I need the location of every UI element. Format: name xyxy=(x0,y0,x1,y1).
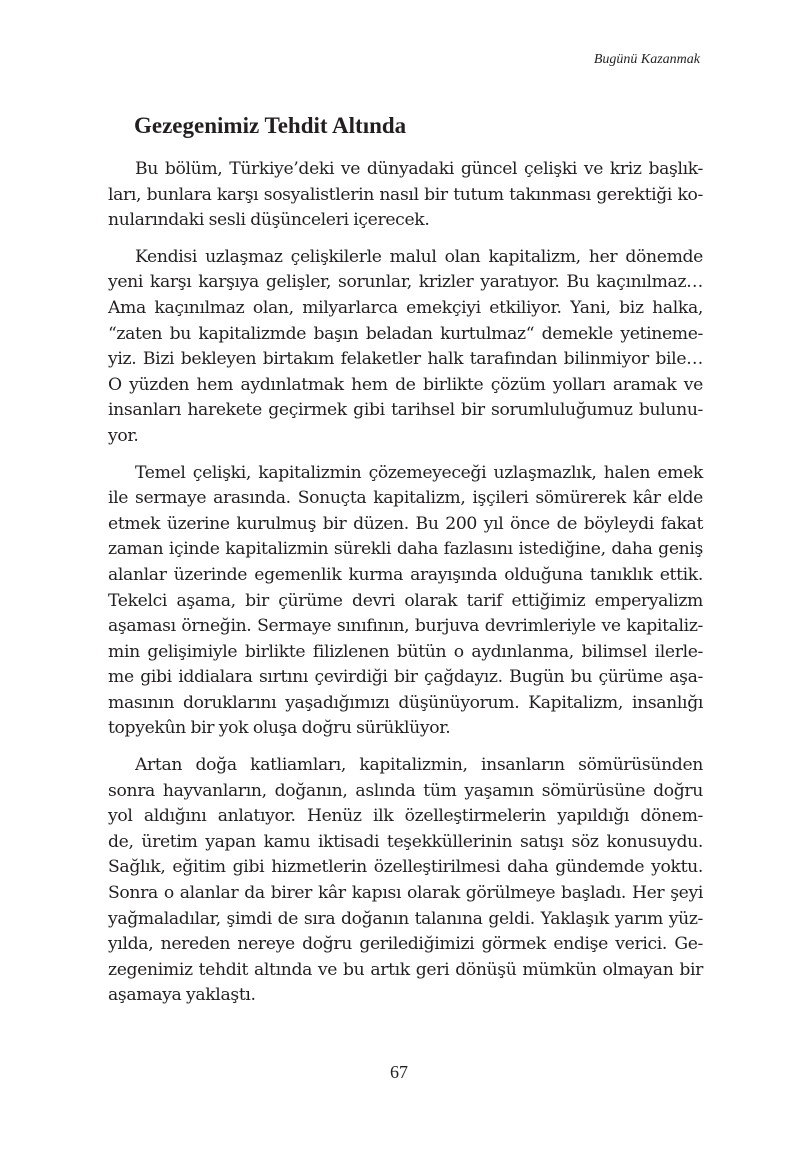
text-line: O yüzden hem aydınlatmak hem de birlikte çözüm yolları aramak ve xyxy=(108,374,703,395)
running-header: Bugünü Kazanmak xyxy=(593,52,700,67)
text-line: aşaması örneğin. Sermaye sınıfının, burjuva devrimleriyle ve kapitaliz- xyxy=(108,616,703,637)
paragraph xyxy=(108,461,703,743)
text-line: Tekelci aşama, bir çürüme devri olarak tarif ettiğimiz emperyalizm xyxy=(108,590,703,611)
text-line: Sonra o alanlar da birer kâr kapısı olarak görülmeye başladı. Her şeyi xyxy=(108,883,703,904)
text-line: etmek üzerine kurulmuş bir düzen. Bu 200 yıl önce de böyleydi fakat xyxy=(108,513,703,534)
text-line: zegenimiz tehdit altında ve bu artık geri dönüşü mümkün olmayan bir xyxy=(108,959,703,980)
text-line: Bu bölüm, Türkiye’deki ve dünyadaki güncel çelişki ve kriz başlık- xyxy=(135,159,703,179)
text-line: yeni karşı karşıya gelişler, sorunlar, krizler yaratıyor. Bu kaçınılmaz… xyxy=(108,272,703,293)
text-line: de, üretim yapan kamu iktisadi teşekküllerinin satışı söz konusuydu. xyxy=(108,831,703,852)
paragraph xyxy=(108,753,703,1009)
text-line: Temel çelişki, kapitalizmin çözemeyeceği uzlaşmazlık, halen emek xyxy=(135,462,703,483)
text-line: aşamaya yaklaştı. xyxy=(108,985,256,1006)
text-line: min gelişimiyle birlikte filizlenen bütün o aydınlanma, bilimsel ilerle- xyxy=(108,641,703,662)
text-line: nularındaki sesli düşünceleri içerecek. xyxy=(108,210,430,231)
text-line: yağmaladılar, şimdi de sıra doğanın talanına geldi. Yaklaşık yarım yüz- xyxy=(108,908,703,929)
text-line: Sağlık, eğitim gibi hizmetlerin özelleştirilmesi daha gündemde yoktu. xyxy=(108,857,703,878)
text-line: Kendisi uzlaşmaz çelişkilerle malul olan kapitalizm, her dönemde xyxy=(135,246,703,267)
text-line: topyekûn bir yok oluşa doğru sürüklüyor. xyxy=(108,718,451,739)
text-line: zaman içinde kapitalizmin sürekli daha fazlasını istediğine, daha geniş xyxy=(108,539,703,560)
text-line: yiz. Bizi bekleyen birtakım felaketler halk tarafından bilinmiyor bile… xyxy=(108,349,703,370)
text-line: alanlar üzerinde egemenlik kurma arayışında olduğuna tanıklık ettik. xyxy=(108,564,703,585)
text-line: Ama kaçınılmaz olan, milyarlarca emekçiyi etkiliyor. Yani, biz halka, xyxy=(108,297,703,318)
text-line: me gibi iddialara sırtını çevirdiği bir çağdayız. Bugün bu çürüme aşa- xyxy=(108,667,703,688)
text-line: sonra hayvanların, doğanın, aslında tüm yaşamın sömürüsüne doğru xyxy=(108,780,703,801)
section-title: Gezegenimiz Tehdit Altında xyxy=(134,113,407,138)
text-line: Artan doğa katliamları, kapitalizmin, insanların sömürüsünden xyxy=(135,755,703,776)
text-line: yol aldığını anlatıyor. Henüz ilk özelleştirmelerin yapıldığı dönem- xyxy=(108,806,703,827)
text-line: “zaten bu kapitalizmde başın beladan kurtulmaz“ demekle yetineme- xyxy=(108,323,703,344)
text-line: ile sermaye arasında. Sonuçta kapitalizm, işçileri sömürerek kâr elde xyxy=(108,488,703,509)
paragraph xyxy=(108,245,703,450)
body-text xyxy=(108,157,703,1020)
text-line: insanları harekete geçirmek gibi tarihsel bir sorumluluğumuz bulunu- xyxy=(108,400,703,421)
page-number: 67 xyxy=(390,1062,408,1082)
text-line: yor. xyxy=(108,425,139,446)
text-line: yılda, nereden nereye doğru gerilediğimizi görmek endişe verici. Ge- xyxy=(108,934,703,955)
paragraph xyxy=(108,157,703,234)
text-line: masının doruklarını yaşadığımızı düşünüyorum. Kapitalizm, insanlığı xyxy=(108,692,703,713)
text-line: ları, bunlara karşı sosyalistlerin nasıl bir tutum takınması gerektiği ko- xyxy=(108,184,703,205)
